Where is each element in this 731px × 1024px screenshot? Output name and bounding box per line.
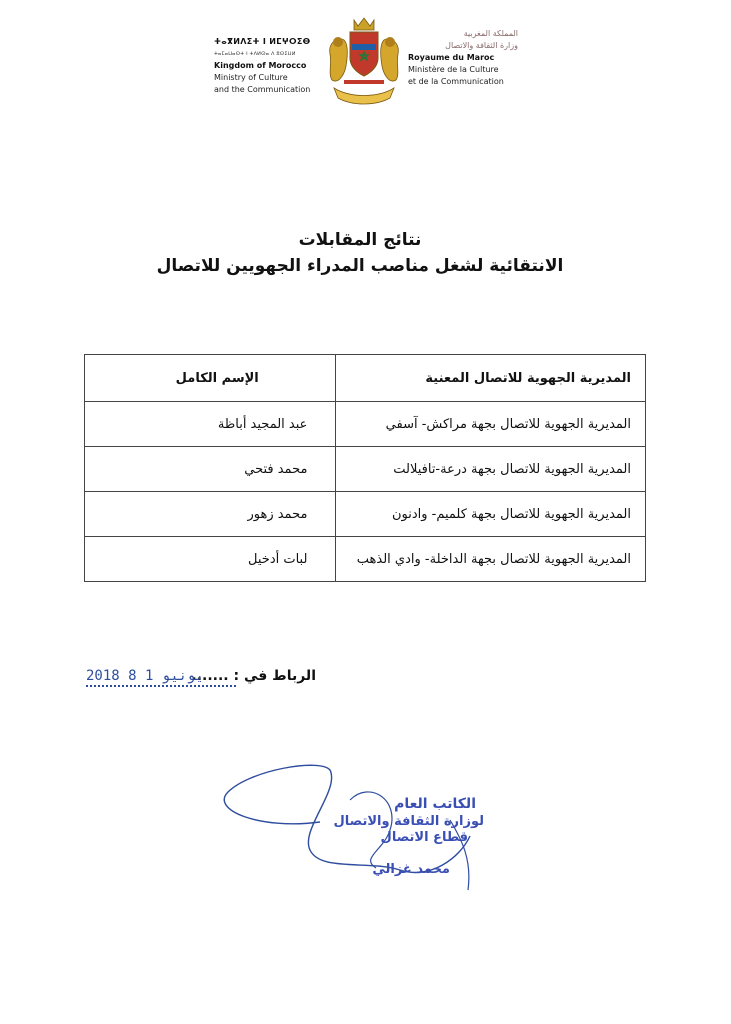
cell-directorate: المديرية الجهوية للاتصال بجهة كلميم- وادنون [336,492,646,537]
letterhead-country-en: Kingdom of Morocco [214,61,307,70]
cell-full-name: لبات أدخيل [85,537,336,582]
letterhead-ministry-en-1: Ministry of Culture [214,73,288,82]
letterhead-country-fr: Royaume du Maroc [408,53,495,62]
table-header-row [85,355,646,402]
stamp-line-2: لوزارة الثقافة والاتصال [333,814,484,829]
results-table [84,354,646,582]
letterhead-tifinagh-main: ⵜⴰⴳⵍⴷⵉⵜ ⵏ ⵍⵎⵖⵔⵉⴱ [214,37,311,46]
table-row [85,447,646,492]
letterhead-ministry-ar: وزارة الثقافة والاتصال [445,41,518,50]
stamp-line-3: قطاع الاتصال [380,830,468,845]
letterhead-left [214,36,318,96]
letterhead-ministry-fr-1: Ministère de la Culture [408,65,499,74]
cell-directorate: المديرية الجهوية للاتصال بجهة الداخلة- وادي الذهب [336,537,646,582]
letterhead-right [408,28,518,88]
date-value-handwritten: 2018 يونيو 1 8 [86,668,205,684]
table-row [85,537,646,582]
cell-directorate: المديرية الجهوية للاتصال بجهة مراكش- آسفي [336,402,646,447]
cell-full-name: عبد المجيد أباظة [85,402,336,447]
moroccan-coat-of-arms-icon [320,14,408,110]
stamp-line-1: الكاتب العام [394,796,476,812]
table-row [85,492,646,537]
cell-directorate: المديرية الجهوية للاتصال بجهة درعة-تافيلالت [336,447,646,492]
header-full-name: الإسم الكامل [85,355,336,402]
date-dotted-line [86,685,236,687]
stamp-signatory-name: محمد غزالي [372,862,450,877]
letterhead-kingdom-ar: المملكة المغربية [463,29,518,38]
letterhead-tifinagh-sub: ⵜⴰⵎⴰⵡⴰⵙⵜ ⵏ ⵜⴷⵍⵙⴰ ⴷ ⵓⵙⵉⵡⵍ [214,51,296,57]
cell-full-name: محمد زهور [85,492,336,537]
date-label: الرباط في : ....... [191,668,316,684]
letterhead-ministry-en-2: and the Communication [214,85,311,94]
letterhead-ministry-fr-2: et de la Communication [408,77,504,86]
header-directorate: المديرية الجهوية للاتصال المعنية [336,355,646,402]
table-row [85,402,646,447]
document-subtitle: الانتقائية لشغل مناصب المدراء الجهويين للاتصال [156,256,564,276]
document-title: نتائج المقابلات [298,230,422,250]
cell-full-name: محمد فتحي [85,447,336,492]
